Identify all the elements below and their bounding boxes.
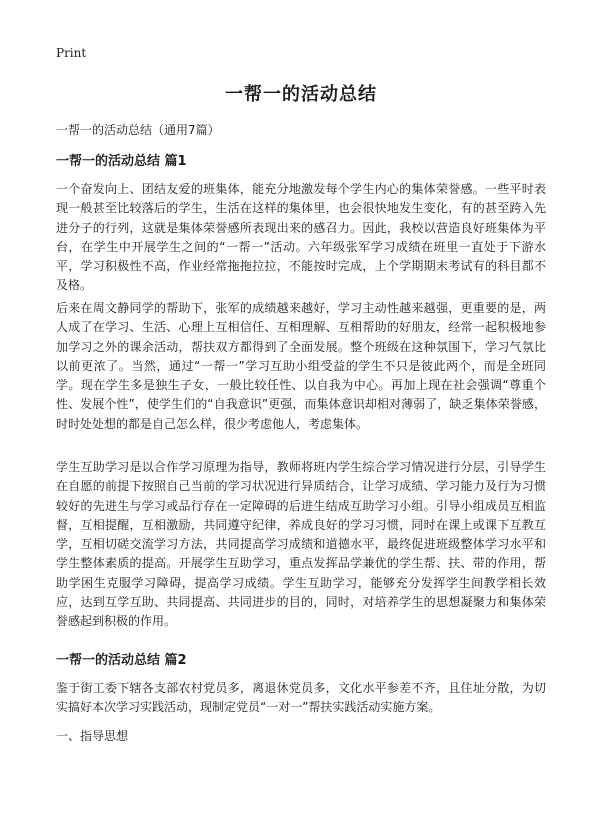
section-heading-2: 一帮一的活动总结 篇2 bbox=[56, 653, 187, 668]
paragraph: 一个奋发向上、团结友爱的班集体，能充分地激发每个学生内心的集体荣誉感。一些平时表现一般甚至比较落后的学生，生活在这样的集体里，也会很快地发生变化，有的甚至跨入先进分子的行列，这就是集体荣誉感所表现出来的感召力。因此，我校以营造良好班集体为平台，在学生中开展学生之间的“一帮一”活动。六年级张军学习成绩在班里一直处于下游水平，学习积极性不高，作业经常拖拖拉拉，不能按时完成，上个学期期末考试有的科目都不及格。 bbox=[56, 182, 546, 293]
print-label[interactable]: Print bbox=[56, 46, 87, 60]
paragraph: 鉴于街工委下辖各支部农村党员多，离退休党员多，文化水平参差不齐，且住址分散，为切实搞好本次学习实践活动，现制定党员“一对一”帮扶实践活动实施方案。 bbox=[56, 681, 546, 715]
document-title: 一帮一的活动总结 bbox=[225, 84, 377, 105]
document-page bbox=[56, 0, 546, 828]
section-heading-1: 一帮一的活动总结 篇1 bbox=[56, 154, 187, 169]
document-subtitle: 一帮一的活动总结（通用7篇） bbox=[56, 123, 220, 137]
paragraph: 学生互助学习是以合作学习原理为指导，教师将班内学生综合学习情况进行分层，引导学生在自愿的前提下按照自己当前的学习状况进行异质结合，让学习成绩、学习能力及行为习惯较好的先进生与学习或品行存在一定障碍的后进生结成互助学习小组。引导小组成员互相监督，互相提醒，互相激励，共同遵守纪律，养成良好的学习习惯，同时在课上或课下互教互学，互相切磋交流学习方法，共同提高学习成绩和道德水平，最终促进班级整体学习水平和学生整体素质的提高。开展学生互助学习，重点发挥品学兼优的学生帮、扶、带的作用，帮助学困生克服学习障碍，提高学习成绩。学生互助学习，能够充分发挥学生间教学相长效应，达到互学互助、共同提高、共同进步的目的，同时，对培养学生的思想凝聚力和集体荣誉感起到积极的作用。 bbox=[56, 460, 546, 629]
subsection-heading: 一、指导思想 bbox=[56, 729, 129, 743]
paragraph: 后来在周文静同学的帮助下，张军的成绩越来越好，学习主动性越来越强，更重要的是，两人成了在学习、生活、心理上互相信任、互相理解、互相帮助的好朋友，经常一起积极地参加学习之外的课余活动，帮扶双方都得到了全面发展。整个班级在这种氛围下，学习气氛比以前更浓了。当然，通过“一帮一”学习互助小组受益的学生不只是彼此两个，而是全班同学。现在学生多是独生子女，一般比较任性、以自我为中心。再加上现在社会强调“尊重个性、发展个性”，使学生们的“自我意识”更强，而集体意识却相对薄弱了，缺乏集体荣誉感，时时处处想的都是自己怎么样，很少考虑他人，考虑集体。 bbox=[56, 301, 546, 431]
